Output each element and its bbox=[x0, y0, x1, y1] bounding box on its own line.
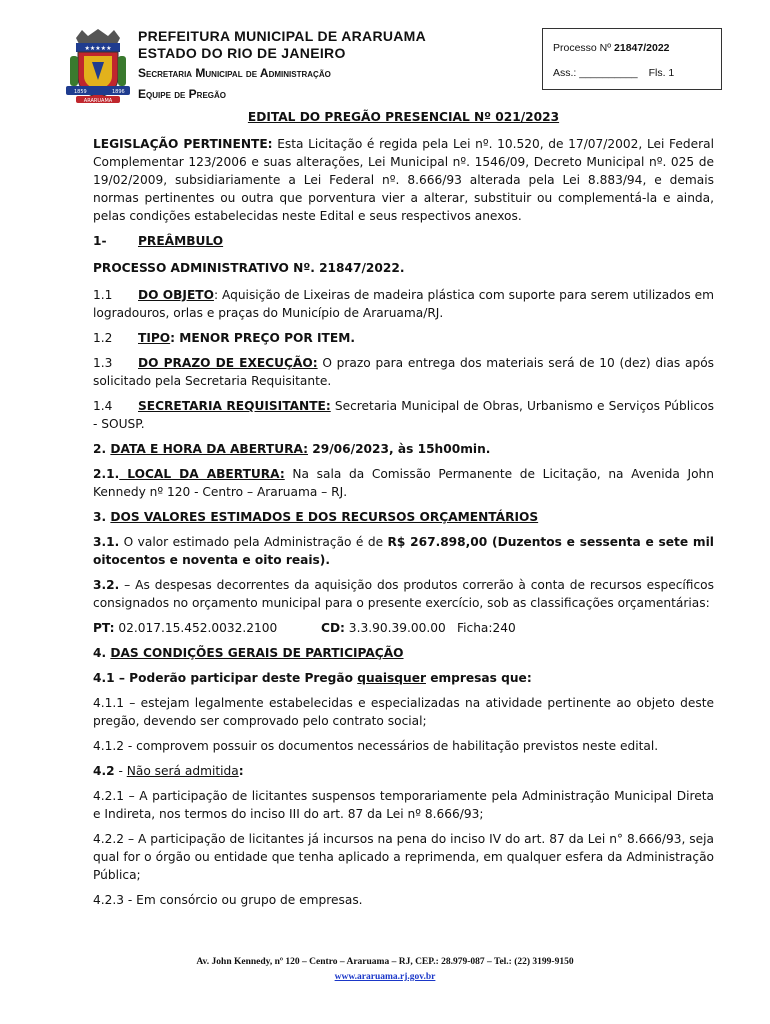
section-4-heading: 4. DAS CONDIÇÕES GERAIS DE PARTICIPAÇÃO bbox=[93, 646, 404, 660]
signature-row: Ass.: __________ Fls. 1 bbox=[553, 67, 675, 79]
section-3-heading: 3. DOS VALORES ESTIMADOS E DOS RECURSOS ORÇAMENTÁRIOS bbox=[93, 510, 539, 524]
item-4-2-1: 4.2.1 – A participação de licitantes suspensos temporariamente pela Administração Municipal Direta e Indireta, nos termos do inciso III do art. 87 da Lei nº 8.666/93; bbox=[93, 789, 714, 821]
process-administrative: PROCESSO ADMINISTRATIVO Nº. 21847/2022. bbox=[93, 261, 405, 275]
footer-address: Av. John Kennedy, nº 120 – Centro – Araruama – RJ, CEP.: 28.979-087 – Tel.: (22) 3199-9150 bbox=[196, 957, 574, 967]
header-line-1: PREFEITURA MUNICIPAL DE ARARUAMA bbox=[138, 28, 427, 44]
footer-website-link[interactable]: www.araruama.rj.gov.br bbox=[334, 972, 436, 982]
svg-text:1859: 1859 bbox=[74, 89, 87, 95]
header-title-block bbox=[138, 28, 426, 104]
svg-text:ARARUAMA: ARARUAMA bbox=[83, 98, 113, 104]
item-4-1-1: 4.1.1 – estejam legalmente estabelecidas e especializadas na atividade pertinente ao objeto deste pregão, devendo ser comprovado pelo contrato social; bbox=[93, 696, 714, 728]
process-number-row: Processo Nº 21847/2022 bbox=[553, 42, 670, 54]
item-1-4: 1.4 SECRETARIA REQUISITANTE: Secretaria Municipal de Obras, Urbanismo e Serviços Públicos - SOUSP. bbox=[93, 399, 714, 431]
header-line-4: Equipe de Pregão bbox=[138, 87, 227, 101]
process-number: 21847/2022 bbox=[614, 42, 670, 54]
item-4-2: 4.2 - Não será admitida: bbox=[93, 764, 244, 778]
header-line-2: ESTADO DO RIO DE JANEIRO bbox=[138, 45, 346, 61]
coat-of-arms-icon bbox=[62, 28, 134, 104]
item-1-3: 1.3 DO PRAZO DE EXECUÇÃO: O prazo para entrega dos materiais será de 10 (dez) dias após solicitado pela Secretaria Requisitante. bbox=[93, 356, 715, 388]
svg-text:1896: 1896 bbox=[112, 89, 125, 95]
item-1-1: 1.1 DO OBJETO: Aquisição de Lixeiras de madeira plástica com suporte para serem utilizados em logradouros, orlas e praças do Município de Araruama/RJ. bbox=[93, 288, 714, 320]
svg-text:★★★★★: ★★★★★ bbox=[84, 45, 112, 52]
page-header bbox=[62, 24, 722, 104]
item-1-2: 1.2 TIPO: MENOR PREÇO POR ITEM. bbox=[93, 331, 355, 345]
budget-classification: PT: 02.017.15.452.0032.2100 CD: 3.3.90.39.00.00 Ficha:240 bbox=[93, 621, 516, 635]
item-3-2: 3.2. – As despesas decorrentes da aquisição dos produtos correrão à conta de recursos específicos consignados no orçamento municipal para o presente exercício, sob as classificações orçamentárias: bbox=[93, 578, 714, 610]
item-4-1-2: 4.1.2 - comprovem possuir os documentos necessários de habilitação previstos neste edital. bbox=[93, 739, 659, 753]
section-2-heading: 2. DATA E HORA DA ABERTURA: 29/06/2023, às 15h00min. bbox=[93, 442, 491, 456]
item-4-1: 4.1 – Poderão participar deste Pregão quaisquer empresas que: bbox=[93, 671, 532, 685]
document-body bbox=[93, 108, 714, 916]
process-box bbox=[542, 28, 722, 90]
item-3-1: 3.1. O valor estimado pela Administração é de R$ 267.898,00 (Duzentos e sessenta e sete mil oitocentos e noventa e oito reais). bbox=[93, 535, 714, 567]
header-line-3: Secretaria Municipal de Administração bbox=[138, 66, 331, 80]
item-4-2-3: 4.2.3 - Em consórcio ou grupo de empresas. bbox=[93, 893, 363, 907]
page-footer bbox=[0, 955, 770, 985]
item-4-2-2: 4.2.2 – A participação de licitantes já incursos na pena do inciso IV do art. 87 da Lei n° 8.666/93, seja qual for o órgão ou entidade que tenha aplicado a reprimenda, em qualquer esfera da Administração Pública; bbox=[93, 832, 714, 882]
legislation-paragraph: LEGISLAÇÃO PERTINENTE: Esta Licitação é regida pela Lei nº. 10.520, de 17/07/2002, Lei Federal Complementar 123/2006 e suas alterações, Lei Municipal nº. 1546/09, Decreto Municipal nº. 025 de 19/02/2009, subsidiariamente a Lei Federal nº. 8.666/93 alterada pela Lei 8.883/94, e demais normas pertinentes ou outra que porventura vier a alterar, substituir ou complementá-la e ainda, pelas condições estabelecidas neste Edital e seus respectivos anexos. bbox=[93, 137, 714, 223]
document-title: EDITAL DO PREGÃO PRESENCIAL Nº 021/2023 bbox=[247, 110, 560, 124]
item-2-1: 2.1. LOCAL DA ABERTURA: Na sala da Comissão Permanente de Licitação, na Avenida John Kennedy nº 120 - Centro – Araruama – RJ. bbox=[93, 467, 714, 499]
section-1-heading: 1- PREÂMBULO bbox=[93, 234, 224, 248]
